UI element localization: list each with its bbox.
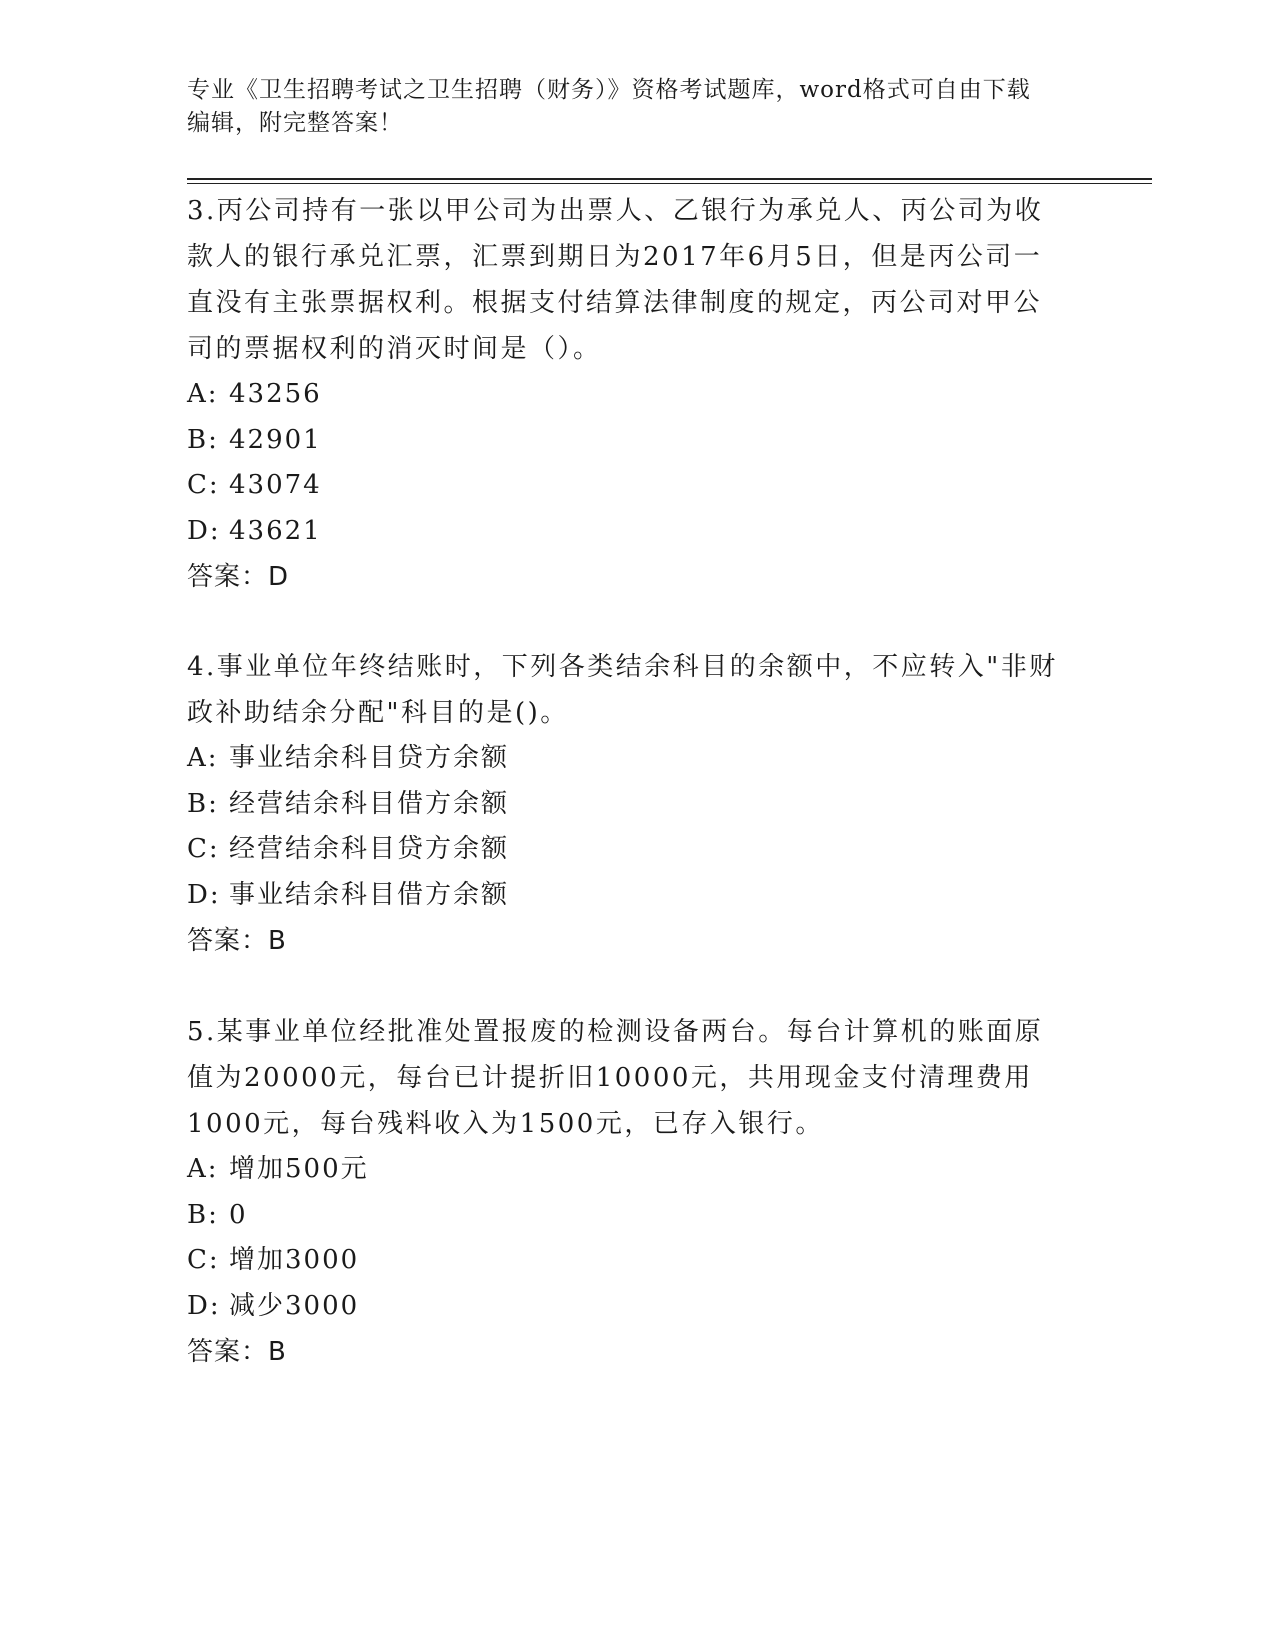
- option-b: [187, 1193, 1087, 1239]
- stem-line: 3.丙公司持有一张以甲公司为出票人、乙银行为承兑人、丙公司为收: [187, 196, 1044, 226]
- question-5: [187, 1009, 1087, 1375]
- stem-line: 司的票据权利的消灭时间是（）。: [187, 334, 602, 364]
- option-label: A:: [187, 379, 219, 409]
- answer-text: 答案：B: [187, 926, 287, 956]
- question-4: [187, 644, 1087, 964]
- stem-line: 值为20000元，每台已计提折旧10000元，共用现金支付清理费用: [187, 1063, 1033, 1093]
- option-text: 事业结余科目贷方余额: [229, 743, 510, 773]
- option-b: [187, 418, 1087, 464]
- option-label: C:: [187, 834, 220, 864]
- question-stem: [187, 188, 1087, 372]
- option-text: 事业结余科目借方余额: [229, 879, 510, 910]
- answer-text: 答案：B: [187, 1337, 287, 1367]
- option-b: [187, 782, 1087, 828]
- option-label: B:: [187, 788, 219, 819]
- option-text: 经营结余科目贷方余额: [229, 834, 510, 864]
- option-label: A:: [187, 743, 219, 773]
- question-stem: [187, 1009, 1087, 1147]
- option-text: 0: [229, 1199, 248, 1230]
- option-label: B:: [187, 424, 219, 455]
- header-divider-thin: [187, 183, 1152, 184]
- option-label: C:: [187, 1245, 220, 1275]
- option-c: [187, 1238, 1087, 1284]
- option-d: [187, 509, 1087, 555]
- option-text: 经营结余科目借方余额: [229, 788, 510, 819]
- stem-line: 款人的银行承兑汇票，汇票到期日为2017年6月5日，但是丙公司一: [187, 242, 1043, 272]
- option-text: 43256: [229, 379, 322, 409]
- option-label: D:: [187, 1290, 221, 1321]
- option-c: [187, 827, 1087, 873]
- option-label: D:: [187, 515, 221, 546]
- stem-line: 5.某事业单位经批准处置报废的检测设备两台。每台计算机的账面原: [187, 1017, 1044, 1047]
- option-text: 43074: [229, 470, 322, 500]
- stem-line: 1000元，每台残料收入为1500元，已存入银行。: [187, 1109, 824, 1139]
- stem-line: 直没有主张票据权利。根据支付结算法律制度的规定，丙公司对甲公: [187, 288, 1043, 318]
- option-a: [187, 1147, 1087, 1193]
- option-text: 42901: [229, 424, 322, 455]
- option-d: [187, 1284, 1087, 1330]
- header-line-2: 编辑，附完整答案！: [187, 110, 403, 136]
- option-text: 减少3000: [229, 1290, 360, 1321]
- header-divider-thick: [187, 178, 1152, 180]
- option-a: [187, 372, 1087, 418]
- option-d: [187, 873, 1087, 919]
- option-c: [187, 463, 1087, 509]
- option-text: 增加500元: [229, 1154, 369, 1184]
- answer-text: 答案：D: [187, 562, 290, 592]
- option-a: [187, 736, 1087, 782]
- option-label: D:: [187, 879, 221, 910]
- option-label: B:: [187, 1199, 219, 1230]
- option-text: 43621: [229, 515, 322, 546]
- option-label: C:: [187, 470, 220, 500]
- stem-line: 4.事业单位年终结账时，下列各类结余科目的余额中，不应转入"非财: [187, 652, 1058, 682]
- document-header: [187, 74, 1087, 140]
- option-label: A:: [187, 1154, 219, 1184]
- option-text: 增加3000: [229, 1245, 360, 1275]
- header-line-1: 专业《卫生招聘考试之卫生招聘（财务）》资格考试题库，word格式可自由下载: [187, 77, 1031, 103]
- stem-line: 政补助结余分配"科目的是()。: [187, 698, 569, 728]
- question-3: [187, 188, 1087, 600]
- question-stem: [187, 644, 1087, 736]
